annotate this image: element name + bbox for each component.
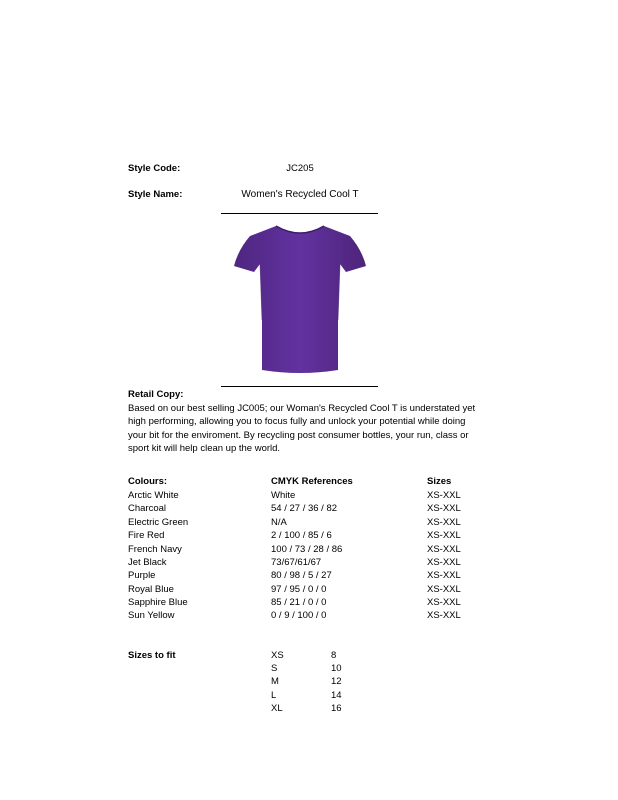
table-row — [0, 663, 618, 676]
table-row — [0, 490, 618, 503]
size-range: XS-XXL — [427, 503, 461, 514]
cmyk-value: 2 / 100 / 85 / 6 — [271, 530, 332, 541]
fit-size: 16 — [331, 703, 342, 714]
cmyk-value: 0 / 9 / 100 / 0 — [271, 610, 327, 621]
sizes-to-fit-label: Sizes to fit — [128, 650, 176, 661]
table-row — [0, 676, 618, 689]
cmyk-value: 100 / 73 / 28 / 86 — [271, 544, 343, 555]
fit-size: 10 — [331, 663, 342, 674]
colour-name: Jet Black — [128, 557, 167, 568]
table-row — [0, 597, 618, 610]
size-code: XL — [271, 703, 283, 714]
table-row — [0, 703, 618, 716]
size-range: XS-XXL — [427, 570, 461, 581]
colour-name: Arctic White — [128, 490, 179, 501]
size-range: XS-XXL — [427, 544, 461, 555]
cmyk-value: N/A — [271, 517, 287, 528]
table-row — [0, 557, 618, 570]
cmyk-value: 85 / 21 / 0 / 0 — [271, 597, 327, 608]
colour-name: Electric Green — [128, 517, 189, 528]
colour-name: Sun Yellow — [128, 610, 175, 621]
table-row — [0, 584, 618, 597]
size-range: XS-XXL — [427, 557, 461, 568]
style-code-label: Style Code: — [128, 163, 181, 174]
size-code: XS — [271, 650, 284, 661]
size-range: XS-XXL — [427, 490, 461, 501]
colours-table-header — [0, 476, 618, 489]
size-range: XS-XXL — [427, 530, 461, 541]
product-image — [232, 220, 368, 376]
colours-header: Colours: — [128, 476, 168, 487]
colour-name: French Navy — [128, 544, 182, 555]
table-row — [0, 517, 618, 530]
size-code: S — [271, 663, 278, 674]
colour-name: Sapphire Blue — [128, 597, 188, 608]
cmyk-value: 80 / 98 / 5 / 27 — [271, 570, 332, 581]
cmyk-value: White — [271, 490, 296, 501]
cmyk-value: 97 / 95 / 0 / 0 — [271, 584, 327, 595]
style-code-value: JC205 — [286, 163, 314, 174]
table-row — [0, 650, 618, 663]
cmyk-value: 54 / 27 / 36 / 82 — [271, 503, 338, 514]
bottom-divider — [221, 386, 378, 387]
style-name-label: Style Name: — [128, 189, 183, 200]
table-row — [0, 544, 618, 557]
cmyk-header: CMYK References — [271, 476, 353, 487]
fit-size: 12 — [331, 676, 342, 687]
size-range: XS-XXL — [427, 517, 461, 528]
table-row — [0, 503, 618, 516]
fit-size: 8 — [331, 650, 337, 661]
size-range: XS-XXL — [427, 584, 461, 595]
cmyk-value: 73/67/61/67 — [271, 557, 322, 568]
retail-copy-label: Retail Copy: — [128, 389, 184, 400]
size-range: XS-XXL — [427, 610, 461, 621]
table-row — [0, 530, 618, 543]
purple-tshirt-icon — [232, 220, 368, 376]
sizes-header: Sizes — [427, 476, 452, 487]
style-name-value: Women's Recycled Cool T — [241, 189, 359, 200]
size-range: XS-XXL — [427, 597, 461, 608]
table-row — [0, 690, 618, 703]
colour-name: Fire Red — [128, 530, 165, 541]
size-code: L — [271, 690, 277, 701]
size-code: M — [271, 676, 279, 687]
top-divider — [221, 213, 378, 214]
table-row — [0, 570, 618, 583]
colour-name: Charcoal — [128, 503, 167, 514]
retail-copy-text: Based on our best selling JC005; our Woman's Recycled Cool T is understated yet high performing, allowing you to focus fully and unlock your potential while doing your bit for the enviroment. By recycling post consumer bottles, your run, class or sport kit will help clean up the world. — [128, 403, 476, 455]
table-row — [0, 610, 618, 623]
colour-name: Royal Blue — [128, 584, 174, 595]
colour-name: Purple — [128, 570, 156, 581]
fit-size: 14 — [331, 690, 342, 701]
